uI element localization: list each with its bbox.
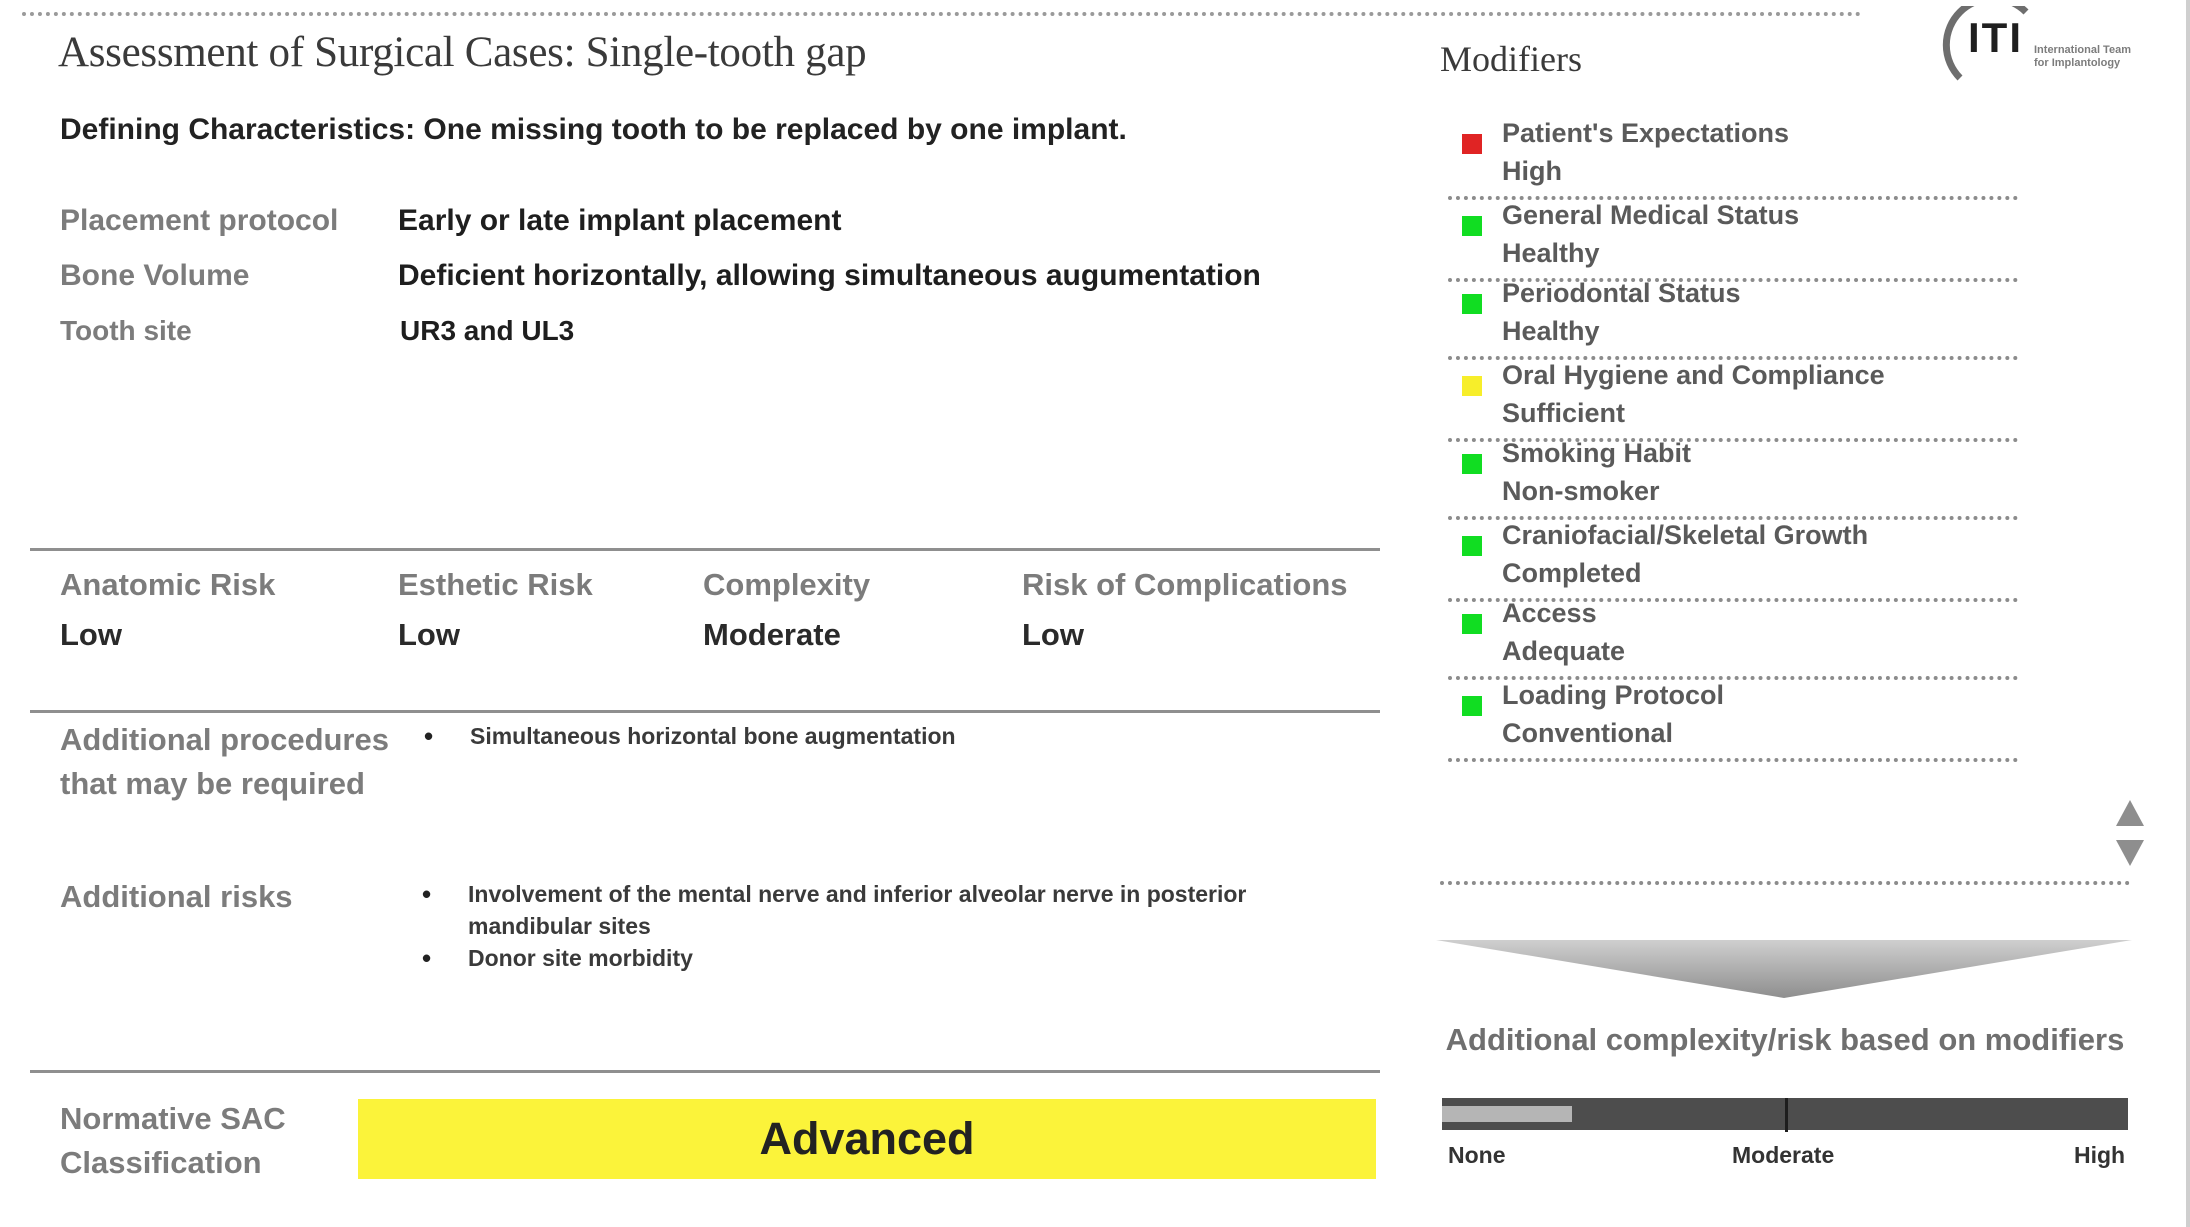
scale-label-none: None xyxy=(1448,1142,1506,1168)
modifier-item-periodontal-status xyxy=(1448,276,2018,360)
additional-procedures-label-line2: that may be required xyxy=(60,766,365,801)
status-square-icon xyxy=(1462,696,1482,716)
divider-risks-bottom xyxy=(30,710,1380,713)
bone-volume-value: Deficient horizontally, allowing simultaneous augumentation xyxy=(398,259,1261,292)
modifier-name: Patient's Expectations xyxy=(1502,118,1790,148)
scale-label-moderate: Moderate xyxy=(1732,1142,1835,1168)
risk-of-complications-label: Risk of Complications xyxy=(1022,567,1348,602)
anatomic-risk-value: Low xyxy=(60,617,122,652)
modifier-item-patients-expectations xyxy=(1448,116,2018,200)
tooth-site-label: Tooth site xyxy=(60,315,192,346)
logo-subtitle-line2: for Implantology xyxy=(2034,57,2121,69)
iti-logo xyxy=(1938,6,2148,86)
complexity-label: Complexity xyxy=(703,567,871,602)
additional-procedures-list xyxy=(424,720,1274,752)
divider-risks-top xyxy=(30,548,1380,551)
additional-procedures-label xyxy=(60,718,389,806)
modifier-name: Loading Protocol xyxy=(1502,680,1724,710)
anatomic-risk-label: Anatomic Risk xyxy=(60,567,276,602)
placement-protocol-label: Placement protocol xyxy=(60,204,339,237)
modifier-name: General Medical Status xyxy=(1502,200,1800,230)
modifier-value: Adequate xyxy=(1502,636,1626,666)
modifier-value: Completed xyxy=(1502,558,1642,588)
status-square-icon xyxy=(1462,614,1482,634)
modifiers-separator xyxy=(1440,881,2130,885)
modifier-item-general-medical-status xyxy=(1448,198,2018,282)
status-square-icon xyxy=(1462,216,1482,236)
modifier-value: Healthy xyxy=(1502,316,1600,346)
risk-item: • Involvement of the mental nerve and inferior alveolar nerve in posterior mandibular sites xyxy=(422,878,1262,942)
status-square-icon xyxy=(1462,294,1482,314)
modifier-item-smoking-habit xyxy=(1448,436,2018,520)
additional-complexity-label: Additional complexity/risk based on modifiers xyxy=(1445,1022,2125,1057)
complexity-scale-midpoint xyxy=(1785,1098,1788,1132)
modifier-value: Non-smoker xyxy=(1502,476,1660,506)
defining-characteristics: Defining Characteristics: One missing tooth to be replaced by one implant. xyxy=(60,113,1127,146)
complexity-scale-fill xyxy=(1442,1106,1572,1122)
esthetic-risk-label: Esthetic Risk xyxy=(398,567,593,602)
sac-classification-badge: Advanced xyxy=(358,1099,1376,1179)
divider-sac xyxy=(30,1070,1380,1073)
additional-procedures-label-line1: Additional procedures xyxy=(60,722,389,757)
risk-item: • Donor site morbidity xyxy=(422,942,1262,974)
modifier-item-craniofacial-growth xyxy=(1448,518,2018,602)
scroll-up-icon[interactable] xyxy=(2116,800,2144,826)
additional-risks-list xyxy=(422,878,1262,974)
status-square-icon xyxy=(1462,454,1482,474)
modifier-item-access xyxy=(1448,596,2018,680)
modifier-name: Smoking Habit xyxy=(1502,438,1692,468)
modifier-item-loading-protocol xyxy=(1448,678,2018,762)
modifiers-title: Modifiers xyxy=(1440,39,1582,79)
additional-risks-label: Additional risks xyxy=(60,879,293,914)
sac-label-line1: Normative SAC xyxy=(60,1101,286,1136)
modifier-name: Oral Hygiene and Compliance xyxy=(1502,360,1885,390)
sac-label-line2: Classification xyxy=(60,1145,262,1180)
modifier-value: Conventional xyxy=(1502,718,1674,748)
modifier-item-oral-hygiene xyxy=(1448,358,2018,442)
page-title: Assessment of Surgical Cases: Single-tooth gap xyxy=(58,29,867,76)
status-square-icon xyxy=(1462,134,1482,154)
bone-volume-label: Bone Volume xyxy=(60,259,250,292)
scale-label-high: High xyxy=(2074,1142,2126,1168)
right-edge-border xyxy=(2186,0,2190,1227)
logo-subtitle xyxy=(2034,44,2154,70)
status-square-icon xyxy=(1462,536,1482,556)
modifier-value: High xyxy=(1502,156,1562,186)
risk-of-complications-value: Low xyxy=(1022,617,1084,652)
sac-classification-label xyxy=(60,1097,286,1185)
status-square-icon xyxy=(1462,376,1482,396)
modifier-value: Healthy xyxy=(1502,238,1600,268)
logo-text: ITI xyxy=(1968,14,2023,61)
modifier-value: Sufficient xyxy=(1502,398,1626,428)
top-dotted-border xyxy=(22,12,1862,16)
modifier-name: Craniofacial/Skeletal Growth xyxy=(1502,520,1869,550)
placement-protocol-value: Early or late implant placement xyxy=(398,204,842,237)
esthetic-risk-value: Low xyxy=(398,617,460,652)
scroll-down-icon[interactable] xyxy=(2116,840,2144,866)
complexity-scale-bar xyxy=(1442,1098,2128,1130)
procedure-item: • Simultaneous horizontal bone augmentation xyxy=(424,720,1274,752)
modifier-name: Access xyxy=(1502,598,1597,628)
logo-subtitle-line1: International Team xyxy=(2034,44,2131,56)
funnel-arrow-icon xyxy=(1436,940,2132,998)
tooth-site-value: UR3 and UL3 xyxy=(400,315,575,346)
modifier-name: Periodontal Status xyxy=(1502,278,1741,308)
complexity-value: Moderate xyxy=(703,617,841,652)
